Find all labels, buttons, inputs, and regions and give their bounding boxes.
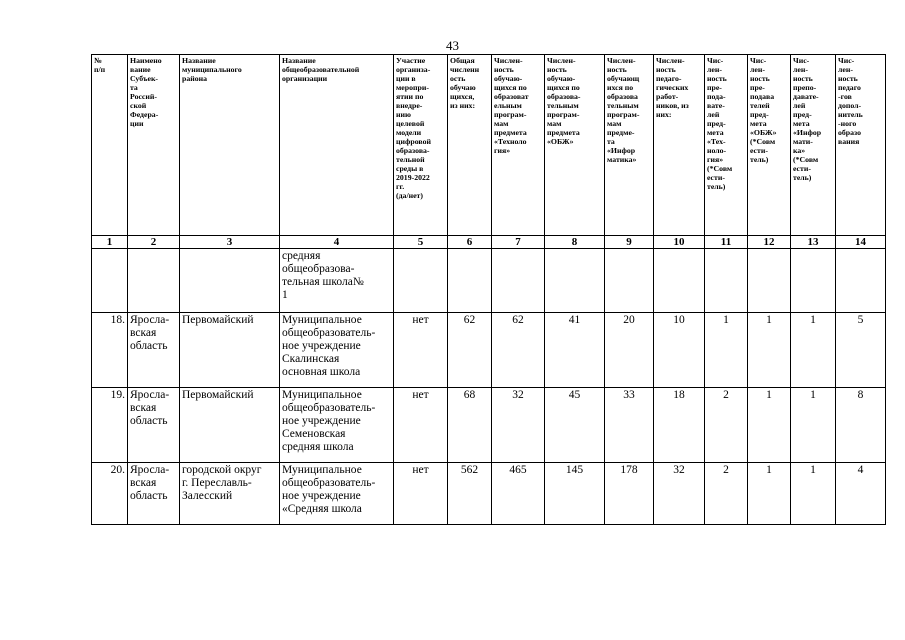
school-name-cell: средняя общеобразова- тельная школа№ 1 <box>280 249 394 313</box>
column-number: 4 <box>280 236 394 249</box>
participation-cell <box>394 249 448 313</box>
obzh-teachers-cell: 1 <box>748 388 791 463</box>
participation-cell: нет <box>394 463 448 525</box>
technology-students-cell: 32 <box>492 388 545 463</box>
header-cell: Название общеобразовательной организации <box>280 55 394 236</box>
participation-cell: нет <box>394 313 448 388</box>
row-number-cell: 18. <box>92 313 128 388</box>
table-row <box>92 388 886 463</box>
technology-students-cell: 62 <box>492 313 545 388</box>
header-cell: Числен- ность обучаю- щихся по образоват ельным програм- мам предмета «Техноло гия» <box>492 55 545 236</box>
teachers-cell <box>654 249 705 313</box>
column-number: 7 <box>492 236 545 249</box>
informatics-teachers-cell <box>791 249 836 313</box>
technology-students-cell <box>492 249 545 313</box>
total-students-cell: 68 <box>448 388 492 463</box>
column-number: 14 <box>836 236 886 249</box>
region-cell: Яросла- вская область <box>128 388 180 463</box>
technology-teachers-cell <box>705 249 748 313</box>
column-number: 6 <box>448 236 492 249</box>
district-cell: Первомайский <box>180 313 280 388</box>
technology-teachers-cell: 1 <box>705 313 748 388</box>
column-number: 11 <box>705 236 748 249</box>
informatics-teachers-cell: 1 <box>791 313 836 388</box>
additional-teachers-cell <box>836 249 886 313</box>
informatics-teachers-cell: 1 <box>791 388 836 463</box>
obzh-teachers-cell <box>748 249 791 313</box>
row-number-cell: 20. <box>92 463 128 525</box>
header-cell: Числен- ность обучаю- щихся по образова- тельным програм- мам предмета «ОБЖ» <box>545 55 605 236</box>
header-cell: Название муниципального района <box>180 55 280 236</box>
column-number: 13 <box>791 236 836 249</box>
participation-cell: нет <box>394 388 448 463</box>
column-number: 1 <box>92 236 128 249</box>
header-cell: № п/п <box>92 55 128 236</box>
column-number: 3 <box>180 236 280 249</box>
informatics-teachers-cell: 1 <box>791 463 836 525</box>
district-cell <box>180 249 280 313</box>
district-cell: Первомайский <box>180 388 280 463</box>
header-cell: Наимено вание Субъек- та Россий- ской Федера- ции <box>128 55 180 236</box>
obzh-students-cell: 145 <box>545 463 605 525</box>
school-name-cell: Муниципальное общеобразователь- ное учреждение «Средняя школа <box>280 463 394 525</box>
informatics-students-cell: 20 <box>605 313 654 388</box>
column-number: 10 <box>654 236 705 249</box>
teachers-cell: 18 <box>654 388 705 463</box>
column-number-row <box>92 236 886 249</box>
row-number-cell: 19. <box>92 388 128 463</box>
obzh-teachers-cell: 1 <box>748 313 791 388</box>
obzh-teachers-cell: 1 <box>748 463 791 525</box>
informatics-students-cell: 178 <box>605 463 654 525</box>
header-cell: Числен- ность обучающ ихся по образова тельным програм- мам предме- та «Инфор матика» <box>605 55 654 236</box>
additional-teachers-cell: 5 <box>836 313 886 388</box>
total-students-cell: 562 <box>448 463 492 525</box>
header-cell: Числен- ность педаго- гических работ- ников, из них: <box>654 55 705 236</box>
column-number: 8 <box>545 236 605 249</box>
column-number: 2 <box>128 236 180 249</box>
total-students-cell <box>448 249 492 313</box>
district-cell: городской округ г. Переславль- Залесский <box>180 463 280 525</box>
teachers-cell: 10 <box>654 313 705 388</box>
school-name-cell: Муниципальное общеобразователь- ное учреждение Семеновская средняя школа <box>280 388 394 463</box>
informatics-students-cell <box>605 249 654 313</box>
header-cell: Общая численн ость обучаю щихся, из них: <box>448 55 492 236</box>
obzh-students-cell: 41 <box>545 313 605 388</box>
obzh-students-cell: 45 <box>545 388 605 463</box>
table-row <box>92 313 886 388</box>
school-name-cell: Муниципальное общеобразователь- ное учреждение Скалинская основная школа <box>280 313 394 388</box>
informatics-students-cell: 33 <box>605 388 654 463</box>
technology-students-cell: 465 <box>492 463 545 525</box>
page-number: 43 <box>446 38 459 53</box>
teachers-cell: 32 <box>654 463 705 525</box>
table-header-row <box>92 55 886 236</box>
obzh-students-cell <box>545 249 605 313</box>
header-cell: Чис- лен- ность педаго -гов допол- нитель -ного образо вания <box>836 55 886 236</box>
table-row <box>92 249 886 313</box>
additional-teachers-cell: 4 <box>836 463 886 525</box>
header-cell: Чис- лен- ность пре- подава телей пред- мета «ОБЖ» (*Совм ести- тель) <box>748 55 791 236</box>
additional-teachers-cell: 8 <box>836 388 886 463</box>
header-cell: Чис- лен- ность пре- пода- вате- лей пред- мета «Тех- ноло- гия» (*Совм ести- тель) <box>705 55 748 236</box>
header-cell: Участие организа- ции в меропри- ятии по внедре- нию целевой модели цифровой образова- тельной среды в 2019-2022 гг. (да/нет) <box>394 55 448 236</box>
total-students-cell: 62 <box>448 313 492 388</box>
region-cell <box>128 249 180 313</box>
column-number: 12 <box>748 236 791 249</box>
technology-teachers-cell: 2 <box>705 388 748 463</box>
region-cell: Яросла- вская область <box>128 313 180 388</box>
schools-table <box>91 54 886 525</box>
table-row <box>92 463 886 525</box>
row-number-cell <box>92 249 128 313</box>
column-number: 9 <box>605 236 654 249</box>
column-number: 5 <box>394 236 448 249</box>
technology-teachers-cell: 2 <box>705 463 748 525</box>
region-cell: Яросла- вская область <box>128 463 180 525</box>
header-cell: Чис- лен- ность препо- давате- лей пред- мета «Инфор мати- ка» (*Совм ести- тель) <box>791 55 836 236</box>
